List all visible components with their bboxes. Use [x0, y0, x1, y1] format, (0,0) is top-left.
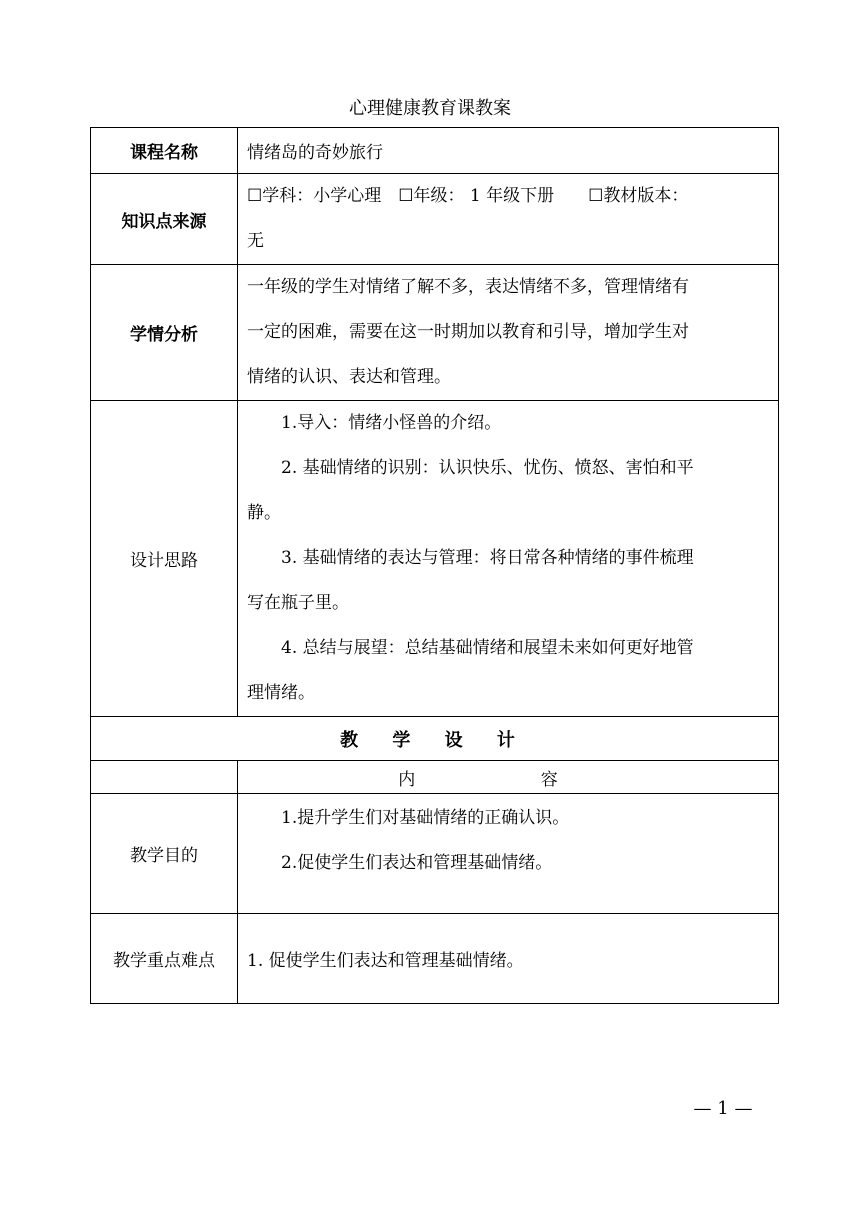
- content-header-row: [91, 761, 779, 794]
- objectives-row: [91, 794, 779, 914]
- objectives-label: 教学目的: [91, 794, 238, 914]
- key-points-label: 教学重点难点: [91, 914, 238, 1004]
- design-row: [91, 401, 779, 717]
- key-points-value: 1. 促使学生们表达和管理基础情绪。: [238, 914, 779, 1004]
- design-line-5: 写在瓶子里。: [247, 593, 349, 613]
- content-header: 内 容: [238, 761, 779, 794]
- lesson-plan-table: [90, 127, 779, 1004]
- course-name-value: 情绪岛的奇妙旅行: [238, 128, 779, 174]
- design-value: [238, 401, 779, 717]
- design-line-2: 2. 基础情绪的识别：认识快乐、忧伤、愤怒、害怕和平: [281, 458, 694, 478]
- source-value: [238, 174, 779, 265]
- analysis-line-3: 情绪的认识、表达和管理。: [247, 367, 451, 387]
- course-name-row: [91, 128, 779, 174]
- source-row: [91, 174, 779, 265]
- analysis-value: [238, 265, 779, 401]
- analysis-row: [91, 265, 779, 401]
- objective-line-1: 1.提升学生们对基础情绪的正确认识。: [281, 808, 570, 828]
- teaching-design-banner: 教 学 设 计: [91, 717, 779, 761]
- analysis-label: 学情分析: [91, 265, 238, 401]
- content-header-blank: [91, 761, 238, 794]
- course-name-label: 课程名称: [91, 128, 238, 174]
- banner-row: [91, 717, 779, 761]
- page-number: — 1 —: [693, 1098, 753, 1119]
- design-line-7: 理情绪。: [247, 683, 315, 703]
- design-line-6: 4. 总结与展望：总结基础情绪和展望未来如何更好地管: [281, 638, 694, 658]
- analysis-line-1: 一年级的学生对情绪了解不多，表达情绪不多，管理情绪有: [247, 277, 689, 297]
- design-line-1: 1.导入：情绪小怪兽的介绍。: [281, 413, 502, 433]
- objective-line-2: 2.促使学生们表达和管理基础情绪。: [281, 853, 553, 873]
- page-title: 心理健康教育课教案: [349, 98, 511, 119]
- key-points-row: [91, 914, 779, 1004]
- design-label: 设计思路: [91, 401, 238, 717]
- source-line-1: ☐学科：小学心理 ☐年级： 1 年级下册 ☐教材版本：: [247, 186, 689, 206]
- source-label: 知识点来源: [91, 174, 238, 265]
- design-line-4: 3. 基础情绪的表达与管理：将日常各种情绪的事件梳理: [281, 548, 694, 568]
- objectives-value: [238, 794, 779, 914]
- design-line-3: 静。: [247, 503, 281, 523]
- source-line-2: 无: [247, 231, 264, 251]
- analysis-line-2: 一定的困难，需要在这一时期加以教育和引导，增加学生对: [247, 322, 689, 342]
